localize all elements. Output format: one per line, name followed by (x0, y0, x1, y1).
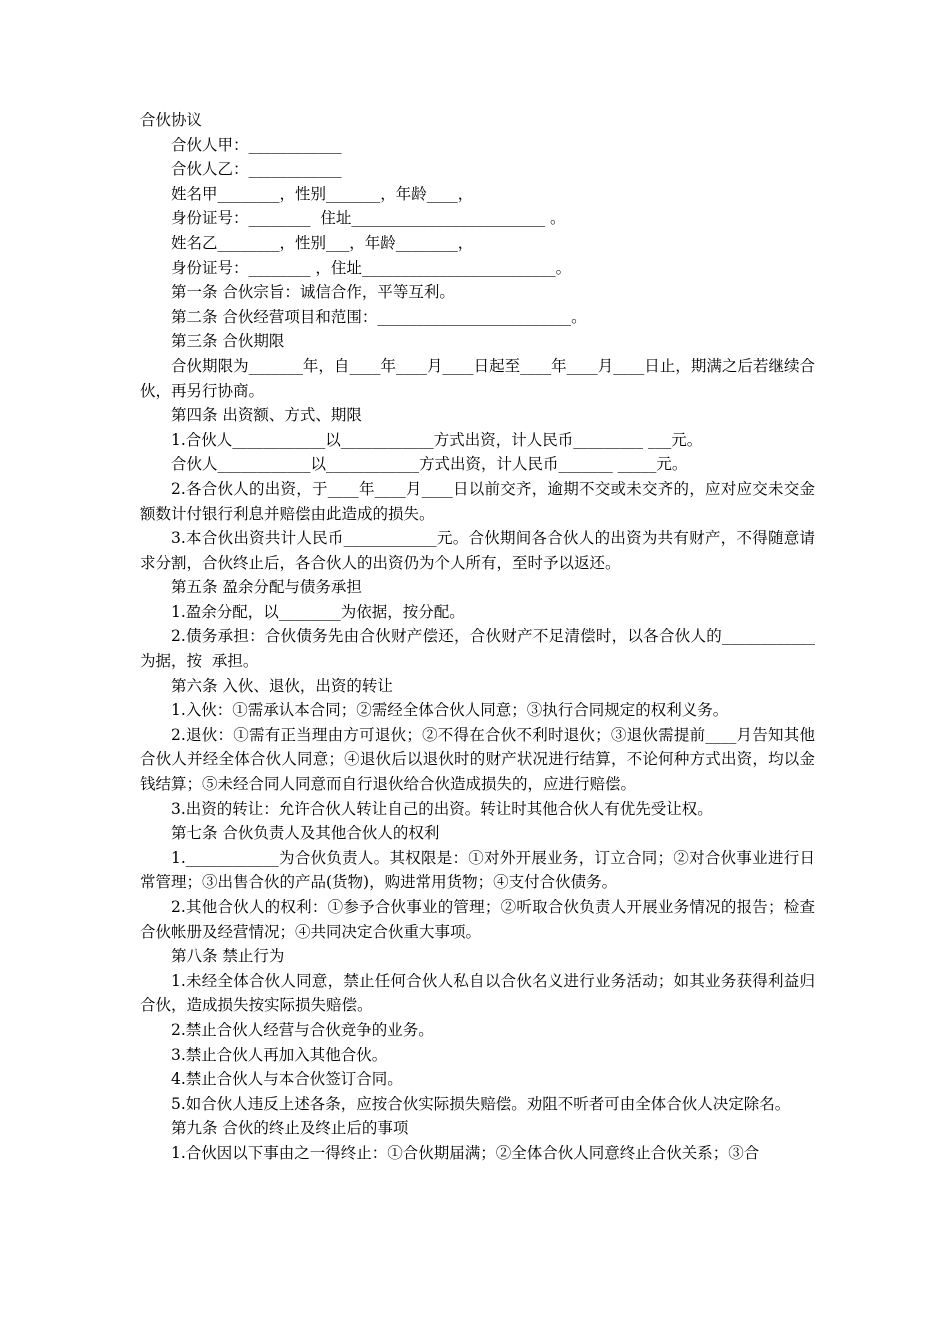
paragraph: 合伙人甲：____________ (171, 135, 342, 154)
paragraph: 1.合伙因以下事由之一得终止：①合伙期届满；②全体合伙人同意终止合伙关系；③合 (171, 1143, 760, 1162)
paragraph: 姓名甲________，性别_______，年龄____， (171, 184, 474, 203)
paragraph: 第二条 合伙经营项目和范围：_________________________。 (171, 307, 587, 326)
document-body (140, 133, 815, 1166)
paragraph: 第九条 合伙的终止及终止后的事项 (171, 1119, 409, 1138)
paragraph: 合伙人乙：____________ (171, 160, 342, 179)
paragraph: 2.退伙：①需有正当理由方可退伙；②不得在合伙不利时退伙；③退伙需提前____月告知其他合伙人并经全体合伙人同意；④退伙后以退伙时的财产状况进行结算，不论何种方式出资，均以金钱结算；⑤未经合同人同意而自行退伙给合伙造成损失的，应进行赔偿。 (140, 725, 815, 794)
paragraph: 2.债务承担：合伙债务先由合伙财产偿还，合伙财产不足清偿时，以各合伙人的____________为据，按 承担。 (140, 627, 815, 671)
paragraph: 3.本合伙出资共计人民币____________元。合伙期间各合伙人的出资为共有财产，不得随意请求分割，合伙终止后，各合伙人的出资仍为个人所有，至时予以返还。 (140, 529, 815, 572)
paragraph: 3.出资的转让：允许合伙人转让自己的出资。转让时其他合伙人有优先受让权。 (171, 799, 713, 818)
paragraph: 4.禁止合伙人与本合伙签订合同。 (171, 1070, 403, 1089)
paragraph: 第六条 入伙、退伙，出资的转让 (171, 676, 393, 695)
paragraph: 身份证号：________ 住址_________________________ 。 (171, 209, 566, 228)
paragraph: 3.禁止合伙人再加入其他合伙。 (171, 1045, 388, 1064)
paragraph: 身份证号：________ ，住址_________________________。 (171, 258, 572, 277)
paragraph: 2.禁止合伙人经营与合伙竞争的业务。 (171, 1020, 434, 1039)
paragraph: 第三条 合伙期限 (171, 332, 285, 351)
paragraph: 第四条 出资额、方式、期限 (171, 406, 362, 425)
document-title: 合伙协议 (140, 111, 203, 129)
paragraph: 1.入伙：①需承认本合同；②需经全体合伙人同意；③执行合同规定的权利义务。 (171, 701, 729, 720)
paragraph: 第八条 禁止行为 (171, 947, 285, 966)
paragraph: 5.如合伙人违反上述各条，应按合伙实际损失赔偿。劝阻不听者可由全体合伙人决定除名。 (171, 1094, 791, 1113)
paragraph: 1.____________为合伙负责人。其权限是：①对外开展业务，订立合同；②对合伙事业进行日常管理；③出售合伙的产品(货物)，购进常用货物；④支付合伙债务。 (140, 848, 815, 892)
paragraph: 第五条 盈余分配与债务承担 (171, 578, 362, 597)
paragraph: 1.盈余分配，以________为依据，按分配。 (171, 602, 465, 621)
paragraph: 2.各合伙人的出资，于____年____月____日以前交齐，逾期不交或未交齐的，应对应交未交金额数计付银行利息并赔偿由此造成的损失。 (140, 479, 815, 523)
paragraph: 合伙期限为_______年，自____年____月____日起至____年____月____日止，期满之后若继续合伙，再另行协商。 (140, 356, 815, 400)
paragraph: 合伙人____________以____________方式出资，计人民币_______ _____元。 (171, 455, 688, 474)
paragraph: 姓名乙________，性别___，年龄________， (171, 233, 474, 252)
paragraph: 1.未经全体合伙人同意，禁止任何合伙人私自以合伙名义进行业务活动；如其业务获得利益归合伙，造成损失按实际损失赔偿。 (140, 971, 815, 1015)
paragraph: 1.合伙人____________以____________方式出资，计人民币_________ ___元。 (171, 430, 703, 449)
paragraph: 2.其他合伙人的权利：①参予合伙事业的管理；②听取合伙负责人开展业务情况的报告；检查合伙帐册及经营情况；④共同决定合伙重大事项。 (140, 898, 815, 941)
paragraph: 第一条 合伙宗旨：诚信合作，平等互利。 (171, 283, 455, 302)
document-page (140, 108, 815, 1166)
paragraph: 第七条 合伙负责人及其他合伙人的权利 (171, 824, 440, 843)
